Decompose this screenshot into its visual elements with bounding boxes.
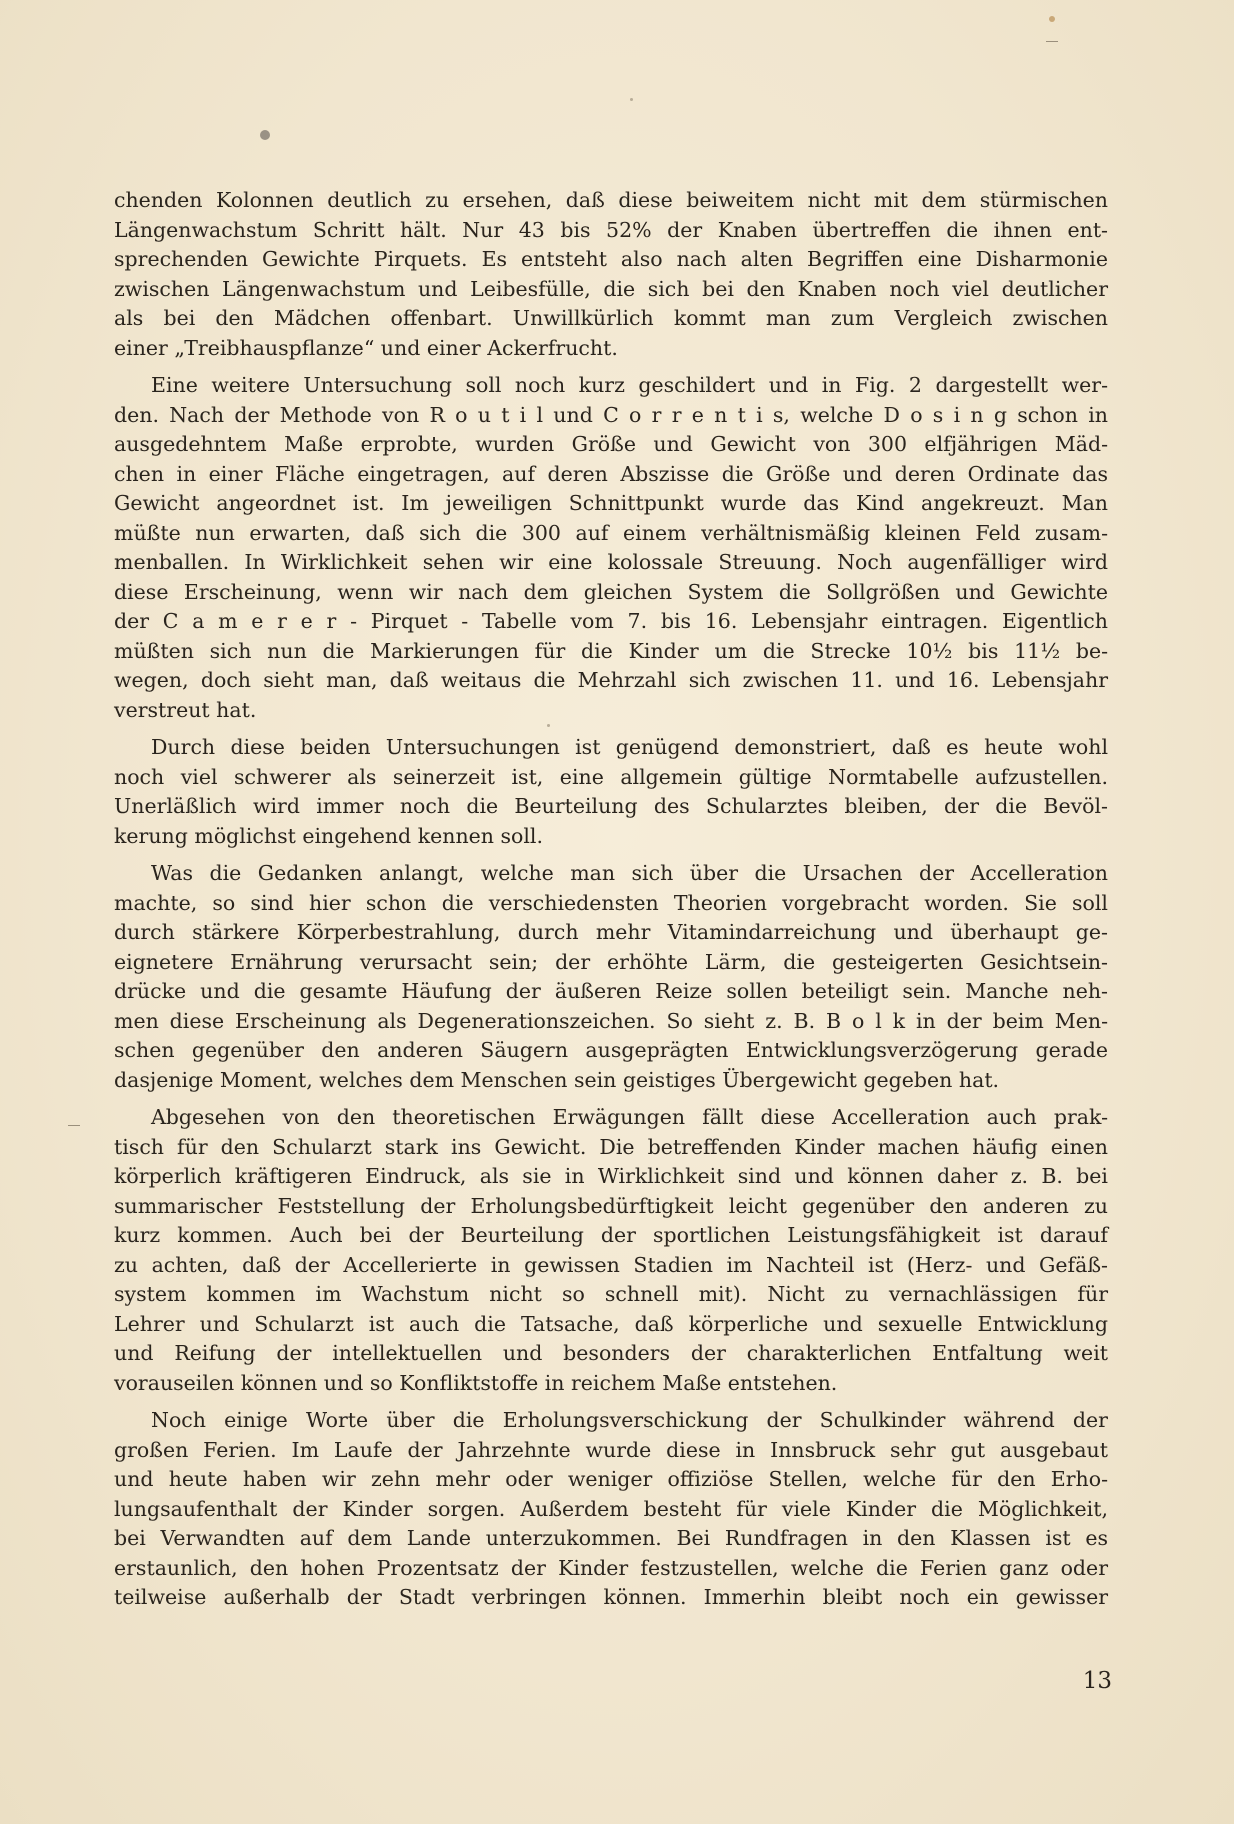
- text-line: großen Ferien. Im Laufe der Jahrzehnte wurde diese in Innsbruck sehr gut ausgebaut: [114, 1437, 1108, 1462]
- text-line: Abgesehen von den theoretischen Erwägungen fällt diese Accelleration auch prak-: [151, 1105, 1108, 1129]
- text-line: Unerläßlich wird immer noch die Beurteilung des Schularztes bleiben, der die Bevöl-: [114, 794, 1108, 818]
- text-line: Lehrer und Schularzt ist auch die Tatsache, daß körperliche und sexuelle Entwicklung: [114, 1311, 1108, 1336]
- paragraph: [114, 1103, 1108, 1398]
- text-line: der C a m e r e r - Pirquet - Tabelle vom 7. bis 16. Lebensjahr eintragen. Eigentlich: [114, 609, 1108, 633]
- text-line: Noch einige Worte über die Erholungsverschickung der Schulkinder während der: [151, 1408, 1108, 1432]
- text-line: Längenwachstum Schritt hält. Nur 43 bis 52% der Knaben übertreffen die ihnen ent-: [114, 217, 1108, 242]
- text-line: machte, so sind hier schon die verschiedensten Theorien vorgebracht worden. Sie soll: [114, 890, 1108, 915]
- text-line: vorauseilen können und so Konfliktstoffe in reichem Maße entstehen.: [114, 1370, 838, 1395]
- text-line: eignetere Ernährung verursacht sein; der erhöhte Lärm, die gesteigerten Gesichtsein-: [114, 949, 1108, 974]
- text-line: lungsaufenthalt der Kinder sorgen. Außerdem besteht für viele Kinder die Möglichkeit,: [114, 1496, 1108, 1521]
- paragraph: [114, 186, 1108, 363]
- text-line: erstaunlich, den hohen Prozentsatz der Kinder festzustellen, welche die Ferien ganz oder: [114, 1555, 1108, 1580]
- text-line: und Reifung der intellektuellen und besonders der charakterlichen Entfaltung weit: [114, 1341, 1108, 1365]
- text-line: noch viel schwerer als seinerzeit ist, eine allgemein gültige Normtabelle aufzustellen.: [114, 764, 1108, 789]
- page-number: 13: [1082, 1668, 1112, 1694]
- paragraph-gap: [114, 363, 1108, 371]
- paper-mark: [68, 1125, 80, 1126]
- text-line: durch stärkere Körperbestrahlung, durch mehr Vitamindarreichung und überhaupt ge-: [114, 920, 1108, 944]
- text-line: Durch diese beiden Untersuchungen ist genügend demonstriert, daß es heute wohl: [151, 735, 1108, 759]
- text-line: kurz kommen. Auch bei der Beurteilung der sportlichen Leistungsfähigkeit ist darauf: [114, 1223, 1108, 1247]
- text-line: Was die Gedanken anlangt, welche man sich über die Ursachen der Accelleration: [151, 861, 1108, 885]
- paper-speck: [260, 130, 270, 140]
- text-line: menballen. In Wirklichkeit sehen wir eine kolossale Streuung. Noch augenfälliger wird: [114, 550, 1108, 574]
- paper-speck: [1049, 16, 1055, 22]
- paragraph-gap: [114, 851, 1108, 859]
- text-line: sprechenden Gewichte Pirquets. Es entsteht also nach alten Begriffen eine Disharmonie: [114, 247, 1108, 271]
- text-line: zu achten, daß der Accellerierte in gewissen Stadien im Nachteil ist (Herz- und Gefäß-: [114, 1252, 1108, 1277]
- text-line: verstreut hat.: [114, 697, 257, 722]
- text-line: dasjenige Moment, welches dem Menschen sein geistiges Übergewicht gegeben hat.: [114, 1067, 1000, 1092]
- paragraph: [114, 1406, 1108, 1613]
- text-line: und heute haben wir zehn mehr oder weniger offiziöse Stellen, welche für den Erho-: [114, 1467, 1108, 1491]
- text-line: Gewicht angeordnet ist. Im jeweiligen Schnittpunkt wurde das Kind angekreuzt. Man: [114, 491, 1108, 515]
- body-text: [114, 186, 1108, 1613]
- text-line: system kommen im Wachstum nicht so schnell mit). Nicht zu vernachlässigen für: [114, 1282, 1108, 1306]
- text-line: teilweise außerhalb der Stadt verbringen können. Immerhin bleibt noch ein gewisser: [114, 1585, 1108, 1609]
- text-line: chen in einer Fläche eingetragen, auf deren Abszisse die Größe und deren Ordinate das: [114, 461, 1108, 486]
- text-line: den. Nach der Methode von R o u t i l und C o r r e n t i s, welche D o s i n g schon in: [114, 402, 1108, 427]
- paragraph-gap: [114, 725, 1108, 733]
- text-line: bei Verwandten auf dem Lande unterzukommen. Bei Rundfragen in den Klassen ist es: [114, 1526, 1108, 1550]
- paragraph-gap: [114, 1398, 1108, 1406]
- paragraph-gap: [114, 1095, 1108, 1103]
- text-line: ausgedehntem Maße erprobte, wurden Größe und Gewicht von 300 elfjährigen Mäd-: [114, 432, 1108, 456]
- paragraph: [114, 859, 1108, 1095]
- text-line: wegen, doch sieht man, daß weitaus die Mehrzahl sich zwischen 11. und 16. Lebensjahr: [114, 668, 1108, 692]
- text-line: zwischen Längenwachstum und Leibesfülle, die sich bei den Knaben noch viel deutlicher: [114, 276, 1108, 301]
- paper-mark: [1046, 41, 1058, 42]
- text-line: tisch für den Schularzt stark ins Gewicht. Die betreffenden Kinder machen häufig einen: [114, 1134, 1108, 1159]
- text-line: drücke und die gesamte Häufung der äußeren Reize sollen beteiligt sein. Manche neh-: [114, 979, 1108, 1003]
- text-line: Eine weitere Untersuchung soll noch kurz geschildert und in Fig. 2 dargestellt wer-: [151, 373, 1108, 397]
- text-line: schen gegenüber den anderen Säugern ausgeprägten Entwicklungsverzögerung gerade: [114, 1038, 1108, 1062]
- text-line: kerung möglichst eingehend kennen soll.: [114, 823, 543, 848]
- text-line: summarischer Feststellung der Erholungsbedürftigkeit leicht gegenüber den anderen zu: [114, 1193, 1108, 1218]
- paper-speck: [630, 98, 633, 101]
- text-line: müßten sich nun die Markierungen für die Kinder um die Strecke 10½ bis 11½ be-: [114, 638, 1108, 663]
- text-line: müßte nun erwarten, daß sich die 300 auf einem verhältnismäßig kleinen Feld zusam-: [114, 520, 1108, 545]
- text-line: men diese Erscheinung als Degenerationszeichen. So sieht z. B. B o l k in der beim Men-: [114, 1008, 1108, 1033]
- text-line: als bei den Mädchen offenbart. Unwillkürlich kommt man zum Vergleich zwischen: [114, 306, 1108, 330]
- paragraph: [114, 371, 1108, 725]
- text-line: körperlich kräftigeren Eindruck, als sie in Wirklichkeit sind und können daher z. B. bei: [114, 1164, 1108, 1188]
- text-line: einer „Treibhauspflanze“ und einer Ackerfrucht.: [114, 335, 618, 360]
- paragraph: [114, 733, 1108, 851]
- text-line: chenden Kolonnen deutlich zu ersehen, daß diese beiweitem nicht mit dem stürmischen: [114, 188, 1108, 212]
- text-line: diese Erscheinung, wenn wir nach dem gleichen System die Sollgrößen und Gewichte: [114, 579, 1108, 604]
